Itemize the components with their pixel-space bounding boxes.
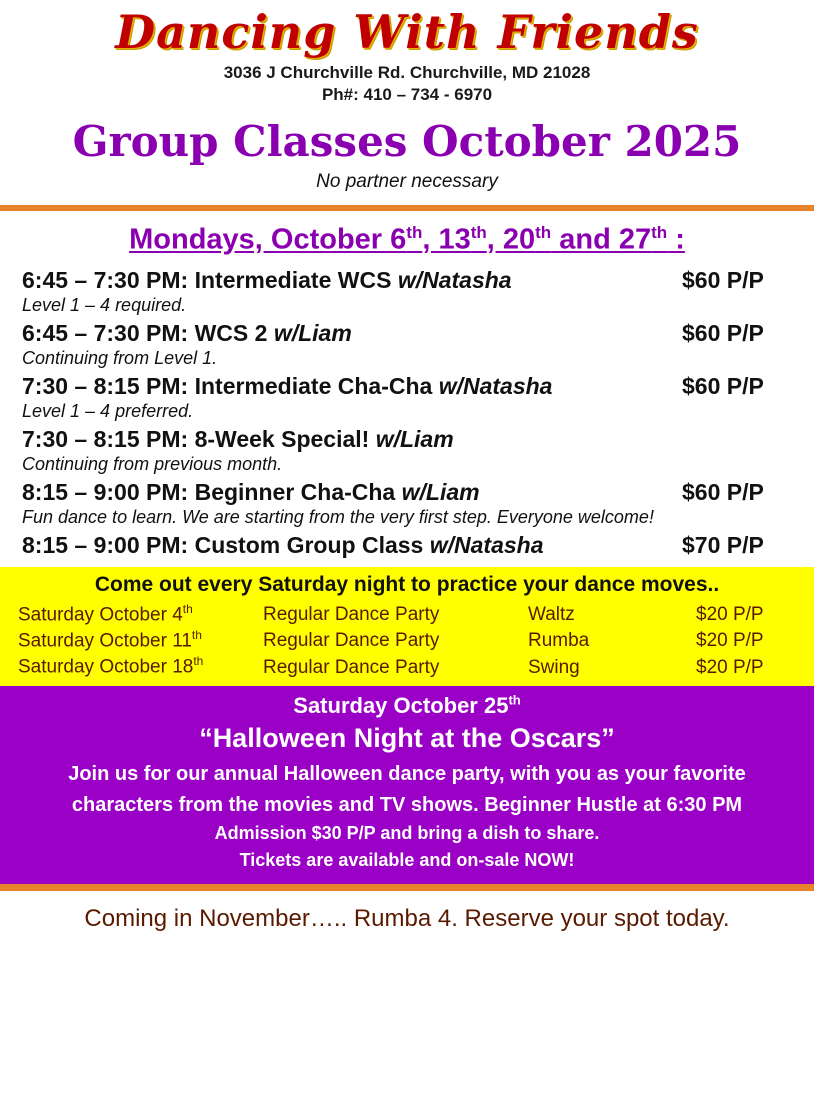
saturday-date [18, 602, 263, 626]
class-entry [22, 479, 800, 528]
saturday-section [0, 567, 814, 686]
monday-heading-sup2: th [470, 222, 487, 242]
class-name: Beginner Cha-Cha [194, 478, 396, 505]
class-price: $70 P/P [682, 531, 764, 558]
class-time: 7:30 – 8:15 PM: [22, 372, 189, 399]
class-entry [22, 267, 800, 316]
saturday-date-text: Saturday October 4 [18, 603, 183, 625]
table-row [0, 653, 814, 679]
monday-heading-end: : [667, 223, 685, 256]
class-price: $60 P/P [682, 266, 764, 293]
table-row [0, 601, 814, 627]
studio-address: 3036 J Churchville Rd. Churchville, MD 21028 [223, 63, 591, 83]
class-instructor: w/Natasha [438, 372, 553, 399]
class-main [22, 320, 682, 347]
class-instructor: w/Liam [375, 425, 454, 452]
class-instructor: w/Natasha [397, 266, 512, 293]
class-entry [22, 532, 800, 559]
table-row [22, 532, 800, 559]
class-time: 6:45 – 7:30 PM: [22, 266, 189, 293]
table-row [22, 479, 800, 506]
monday-heading-part1: Mondays, October 6 [129, 223, 407, 256]
table-row [22, 267, 800, 294]
monday-heading-part3: , 20 [486, 223, 536, 256]
class-list [0, 267, 814, 559]
table-row [0, 627, 814, 653]
table-row [22, 426, 800, 453]
class-main [22, 373, 682, 400]
saturday-date [18, 654, 263, 678]
halloween-admission: Admission $30 P/P and bring a dish to share. [214, 823, 600, 844]
class-time: 8:15 – 9:00 PM: [22, 531, 189, 558]
halloween-date-text: Saturday October 25 [293, 692, 509, 718]
saturday-dance: Swing [528, 656, 580, 678]
halloween-section [0, 686, 814, 884]
class-name: Intermediate WCS [194, 266, 392, 293]
class-entry [22, 426, 800, 475]
divider-bottom [0, 884, 814, 891]
monday-heading-part2: , 13 [422, 223, 471, 256]
monday-heading-part4: and 27 [551, 223, 652, 256]
class-time: 7:30 – 8:15 PM: [22, 425, 189, 452]
saturday-date-sup: th [193, 654, 204, 669]
saturday-date-sup: th [191, 627, 202, 642]
footer-note: Coming in November….. Rumba 4. Reserve your spot today. [84, 905, 730, 933]
class-note: Level 1 – 4 required. [22, 294, 187, 315]
class-name: 8-Week Special! [194, 425, 370, 452]
halloween-date [12, 692, 802, 721]
class-note: Level 1 – 4 preferred. [22, 400, 194, 421]
class-main [22, 426, 682, 453]
class-main [22, 479, 682, 506]
table-row [22, 373, 800, 400]
class-time: 6:45 – 7:30 PM: [22, 319, 189, 346]
class-price: $60 P/P [682, 319, 764, 346]
flyer-page [0, 5, 814, 1093]
table-row [22, 320, 800, 347]
halloween-tickets: Tickets are available and on-sale NOW! [239, 850, 575, 871]
saturday-dance: Rumba [528, 630, 590, 652]
saturday-price: $20 P/P [696, 630, 764, 652]
saturday-heading: Come out every Saturday night to practice your dance moves.. [94, 572, 720, 596]
saturday-price: $20 P/P [696, 603, 764, 625]
class-price: $60 P/P [682, 478, 764, 505]
halloween-body-line2: characters from the movies and TV shows. Beginner Hustle at 6:30 PM [71, 794, 743, 817]
saturday-date-text: Saturday October 18 [18, 656, 194, 678]
monday-heading [0, 223, 814, 257]
class-note: Continuing from previous month. [22, 453, 283, 474]
saturday-type: Regular Dance Party [263, 630, 440, 652]
class-entry [22, 320, 800, 369]
class-name: Intermediate Cha-Cha [194, 372, 433, 399]
monday-heading-sup4: th [651, 222, 668, 242]
monday-heading-sup1: th [406, 222, 423, 242]
studio-phone: Ph#: 410 – 734 - 6970 [321, 84, 493, 104]
class-entry [22, 373, 800, 422]
class-main [22, 267, 682, 294]
class-time: 8:15 – 9:00 PM: [22, 478, 189, 505]
studio-name: Dancing With Friends [115, 5, 699, 59]
class-instructor: w/Liam [273, 319, 352, 346]
saturday-price: $20 P/P [696, 656, 764, 678]
class-note: Fun dance to learn. We are starting from the very first step. Everyone welcome! [22, 506, 654, 527]
halloween-body-line1: Join us for our annual Halloween dance party, with you as your favorite [68, 763, 746, 786]
page-title: Group Classes October 2025 [72, 116, 742, 166]
class-price: $60 P/P [682, 372, 764, 399]
saturday-date-sup: th [182, 601, 193, 616]
divider-top [0, 205, 814, 211]
saturday-type: Regular Dance Party [263, 603, 440, 625]
halloween-title: “Halloween Night at the Oscars” [199, 723, 615, 754]
class-instructor: w/Natasha [429, 531, 544, 558]
class-main [22, 532, 682, 559]
saturday-date [18, 628, 263, 652]
monday-heading-sup3: th [535, 222, 552, 242]
class-instructor: w/Liam [401, 478, 480, 505]
halloween-date-sup: th [508, 692, 521, 708]
saturday-type: Regular Dance Party [263, 656, 440, 678]
class-name: WCS 2 [194, 319, 268, 346]
class-name: Custom Group Class [194, 531, 424, 558]
page-subtitle: No partner necessary [316, 170, 498, 192]
saturday-date-text: Saturday October 11 [18, 630, 192, 652]
saturday-dance: Waltz [528, 603, 575, 625]
class-note: Continuing from Level 1. [22, 347, 218, 368]
